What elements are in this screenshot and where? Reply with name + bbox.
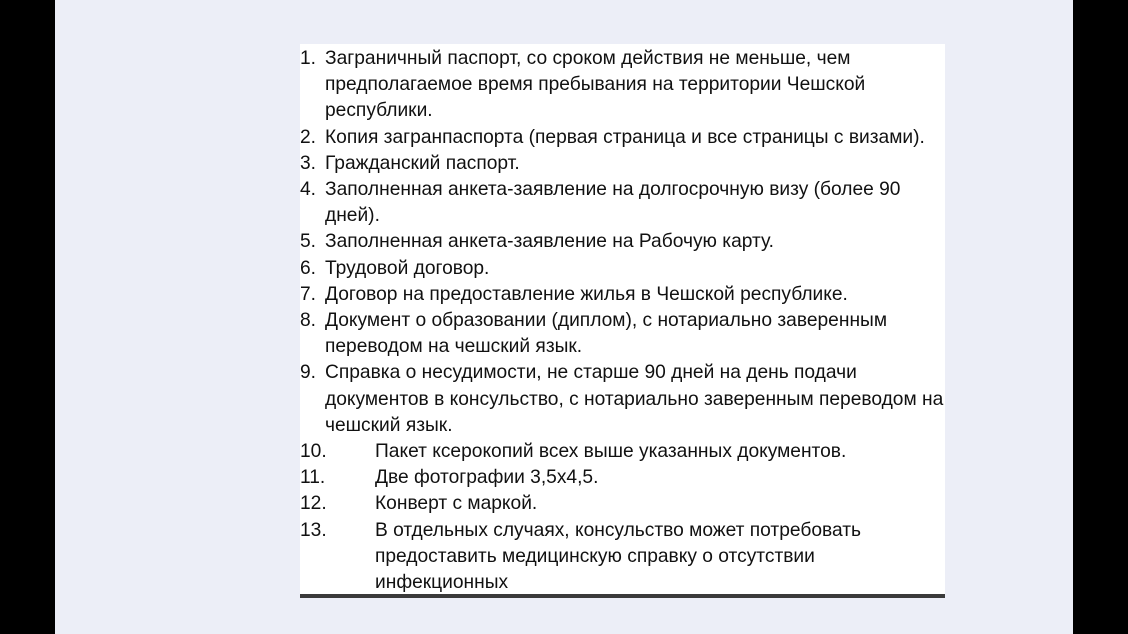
item-number: 10. <box>300 441 327 463</box>
list-item <box>300 125 945 151</box>
item-number: 2. <box>300 126 317 148</box>
item-number: 5. <box>300 231 317 253</box>
item-text: Договор на предоставление жилья в Чешской республике. <box>325 283 848 305</box>
item-number: 3. <box>300 152 317 174</box>
list-item <box>300 360 945 439</box>
list-item <box>300 439 945 465</box>
requirements-list <box>300 46 945 596</box>
item-number: 9. <box>300 362 317 384</box>
slide-background <box>55 0 1073 634</box>
list-item <box>300 465 945 491</box>
item-text: Конверт с маркой. <box>375 493 538 515</box>
item-text: Трудовой договор. <box>325 257 490 279</box>
document-page <box>300 44 945 598</box>
item-number: 4. <box>300 179 317 201</box>
item-number: 12. <box>300 493 327 515</box>
item-text: Гражданский паспорт. <box>325 152 520 174</box>
item-number: 13. <box>300 519 327 541</box>
list-item <box>300 491 945 517</box>
list-item <box>300 518 945 597</box>
list-item <box>300 256 945 282</box>
item-text: Справка о несудимости, не старше 90 дней на день подачи документов в консульство, с нотариально заверенным переводом на чешский язык. <box>325 362 944 436</box>
item-text: Копия загранпаспорта (первая страница и все страницы с визами). <box>325 126 925 148</box>
item-text: Две фотографии 3,5x4,5. <box>375 467 599 489</box>
item-text: Пакет ксерокопий всех выше указанных документов. <box>375 441 847 463</box>
list-item <box>300 282 945 308</box>
list-item <box>300 308 945 360</box>
item-number: 7. <box>300 283 317 305</box>
item-text: В отдельных случаях, консульство может потребовать предоставить медицинскую справку о отсутствии инфекционных <box>375 519 862 594</box>
item-text: Заполненная анкета-заявление на Рабочую карту. <box>325 231 775 253</box>
page-bottom-border <box>300 594 945 598</box>
list-item <box>300 151 945 177</box>
item-number: 1. <box>300 48 317 69</box>
item-number: 8. <box>300 310 317 332</box>
list-item <box>300 177 945 229</box>
item-text: Документ о образовании (диплом), с нотариально заверенным переводом на чешский язык. <box>325 310 888 358</box>
item-text: Заполненная анкета-заявление на долгосрочную визу (более 90 дней). <box>325 179 901 227</box>
list-item <box>300 46 945 125</box>
item-number: 6. <box>300 257 317 279</box>
item-text: Заграничный паспорт, со сроком действия не меньше, чем предполагаемое время пребывания на территории Чешской республики. <box>325 48 866 122</box>
list-item <box>300 229 945 255</box>
item-number: 11. <box>300 467 326 489</box>
